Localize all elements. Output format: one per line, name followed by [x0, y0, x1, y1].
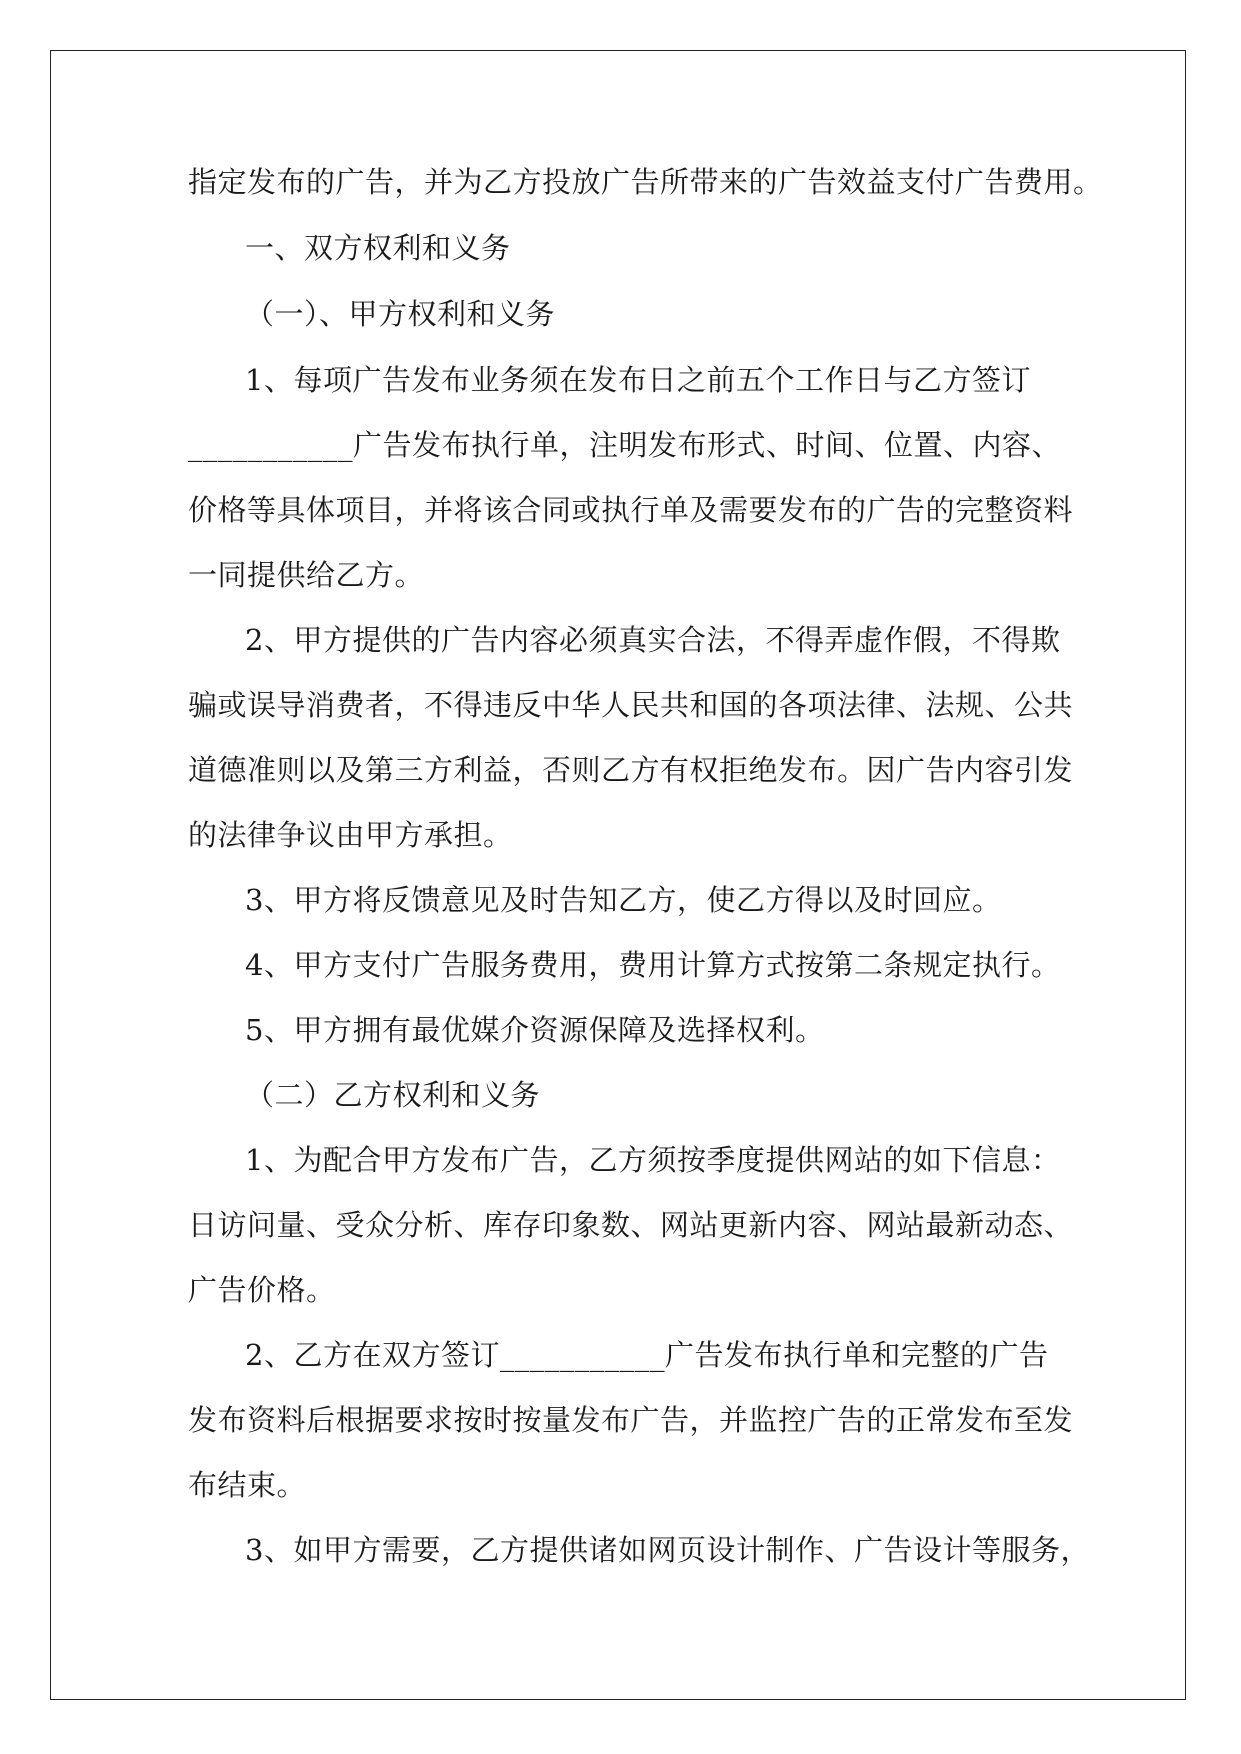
paragraph-line: 发布资料后根据要求按时按量发布广告，并监控广告的正常发布至发 — [188, 1403, 1074, 1437]
paragraph-line: 5、甲方拥有最优媒介资源保障及选择权利。 — [245, 1013, 825, 1047]
paragraph-line: 日访问量、受众分析、库存印象数、网站更新内容、网站最新动态、 — [188, 1208, 1074, 1242]
paragraph-line: 2、乙方在双方签订___________广告发布执行单和完整的广告 — [245, 1338, 1049, 1372]
paragraph-line: 广告价格。 — [188, 1273, 336, 1307]
paragraph-line: 1、每项广告发布业务须在发布日之前五个工作日与乙方签订 — [245, 363, 1031, 397]
paragraph-line: 布结束。 — [188, 1468, 307, 1502]
paragraph-line: 一同提供给乙方。 — [188, 558, 425, 592]
section-heading: 一、双方权利和义务 — [245, 231, 511, 265]
subsection-heading: （二）乙方权利和义务 — [245, 1078, 541, 1112]
paragraph-line: 道德准则以及第三方利益，否则乙方有权拒绝发布。因广告内容引发 — [188, 753, 1074, 787]
paragraph-line: 4、甲方支付广告服务费用，费用计算方式按第二条规定执行。 — [245, 948, 1061, 982]
paragraph-line: 1、为配合甲方发布广告，乙方须按季度提供网站的如下信息： — [245, 1143, 1061, 1177]
paragraph-line: 价格等具体项目，并将该合同或执行单及需要发布的广告的完整资料 — [188, 493, 1074, 527]
paragraph-line: 的法律争议由甲方承担。 — [188, 818, 513, 852]
page-border — [50, 50, 1186, 1700]
paragraph-line: 3、如甲方需要，乙方提供诸如网页设计制作、广告设计等服务， — [245, 1533, 1090, 1567]
paragraph-line: 指定发布的广告，并为乙方投放广告所带来的广告效益支付广告费用。 — [188, 165, 1103, 199]
subsection-heading: （一）、甲方权利和义务 — [245, 297, 556, 331]
paragraph-line: ___________广告发布执行单，注明发布形式、时间、位置、内容、 — [188, 428, 1062, 462]
paragraph-line: 2、甲方提供的广告内容必须真实合法，不得弄虚作假，不得欺 — [245, 623, 1061, 657]
paragraph-line: 3、甲方将反馈意见及时告知乙方，使乙方得以及时回应。 — [245, 883, 1002, 917]
paragraph-line: 骗或误导消费者，不得违反中华人民共和国的各项法律、法规、公共 — [188, 688, 1074, 722]
